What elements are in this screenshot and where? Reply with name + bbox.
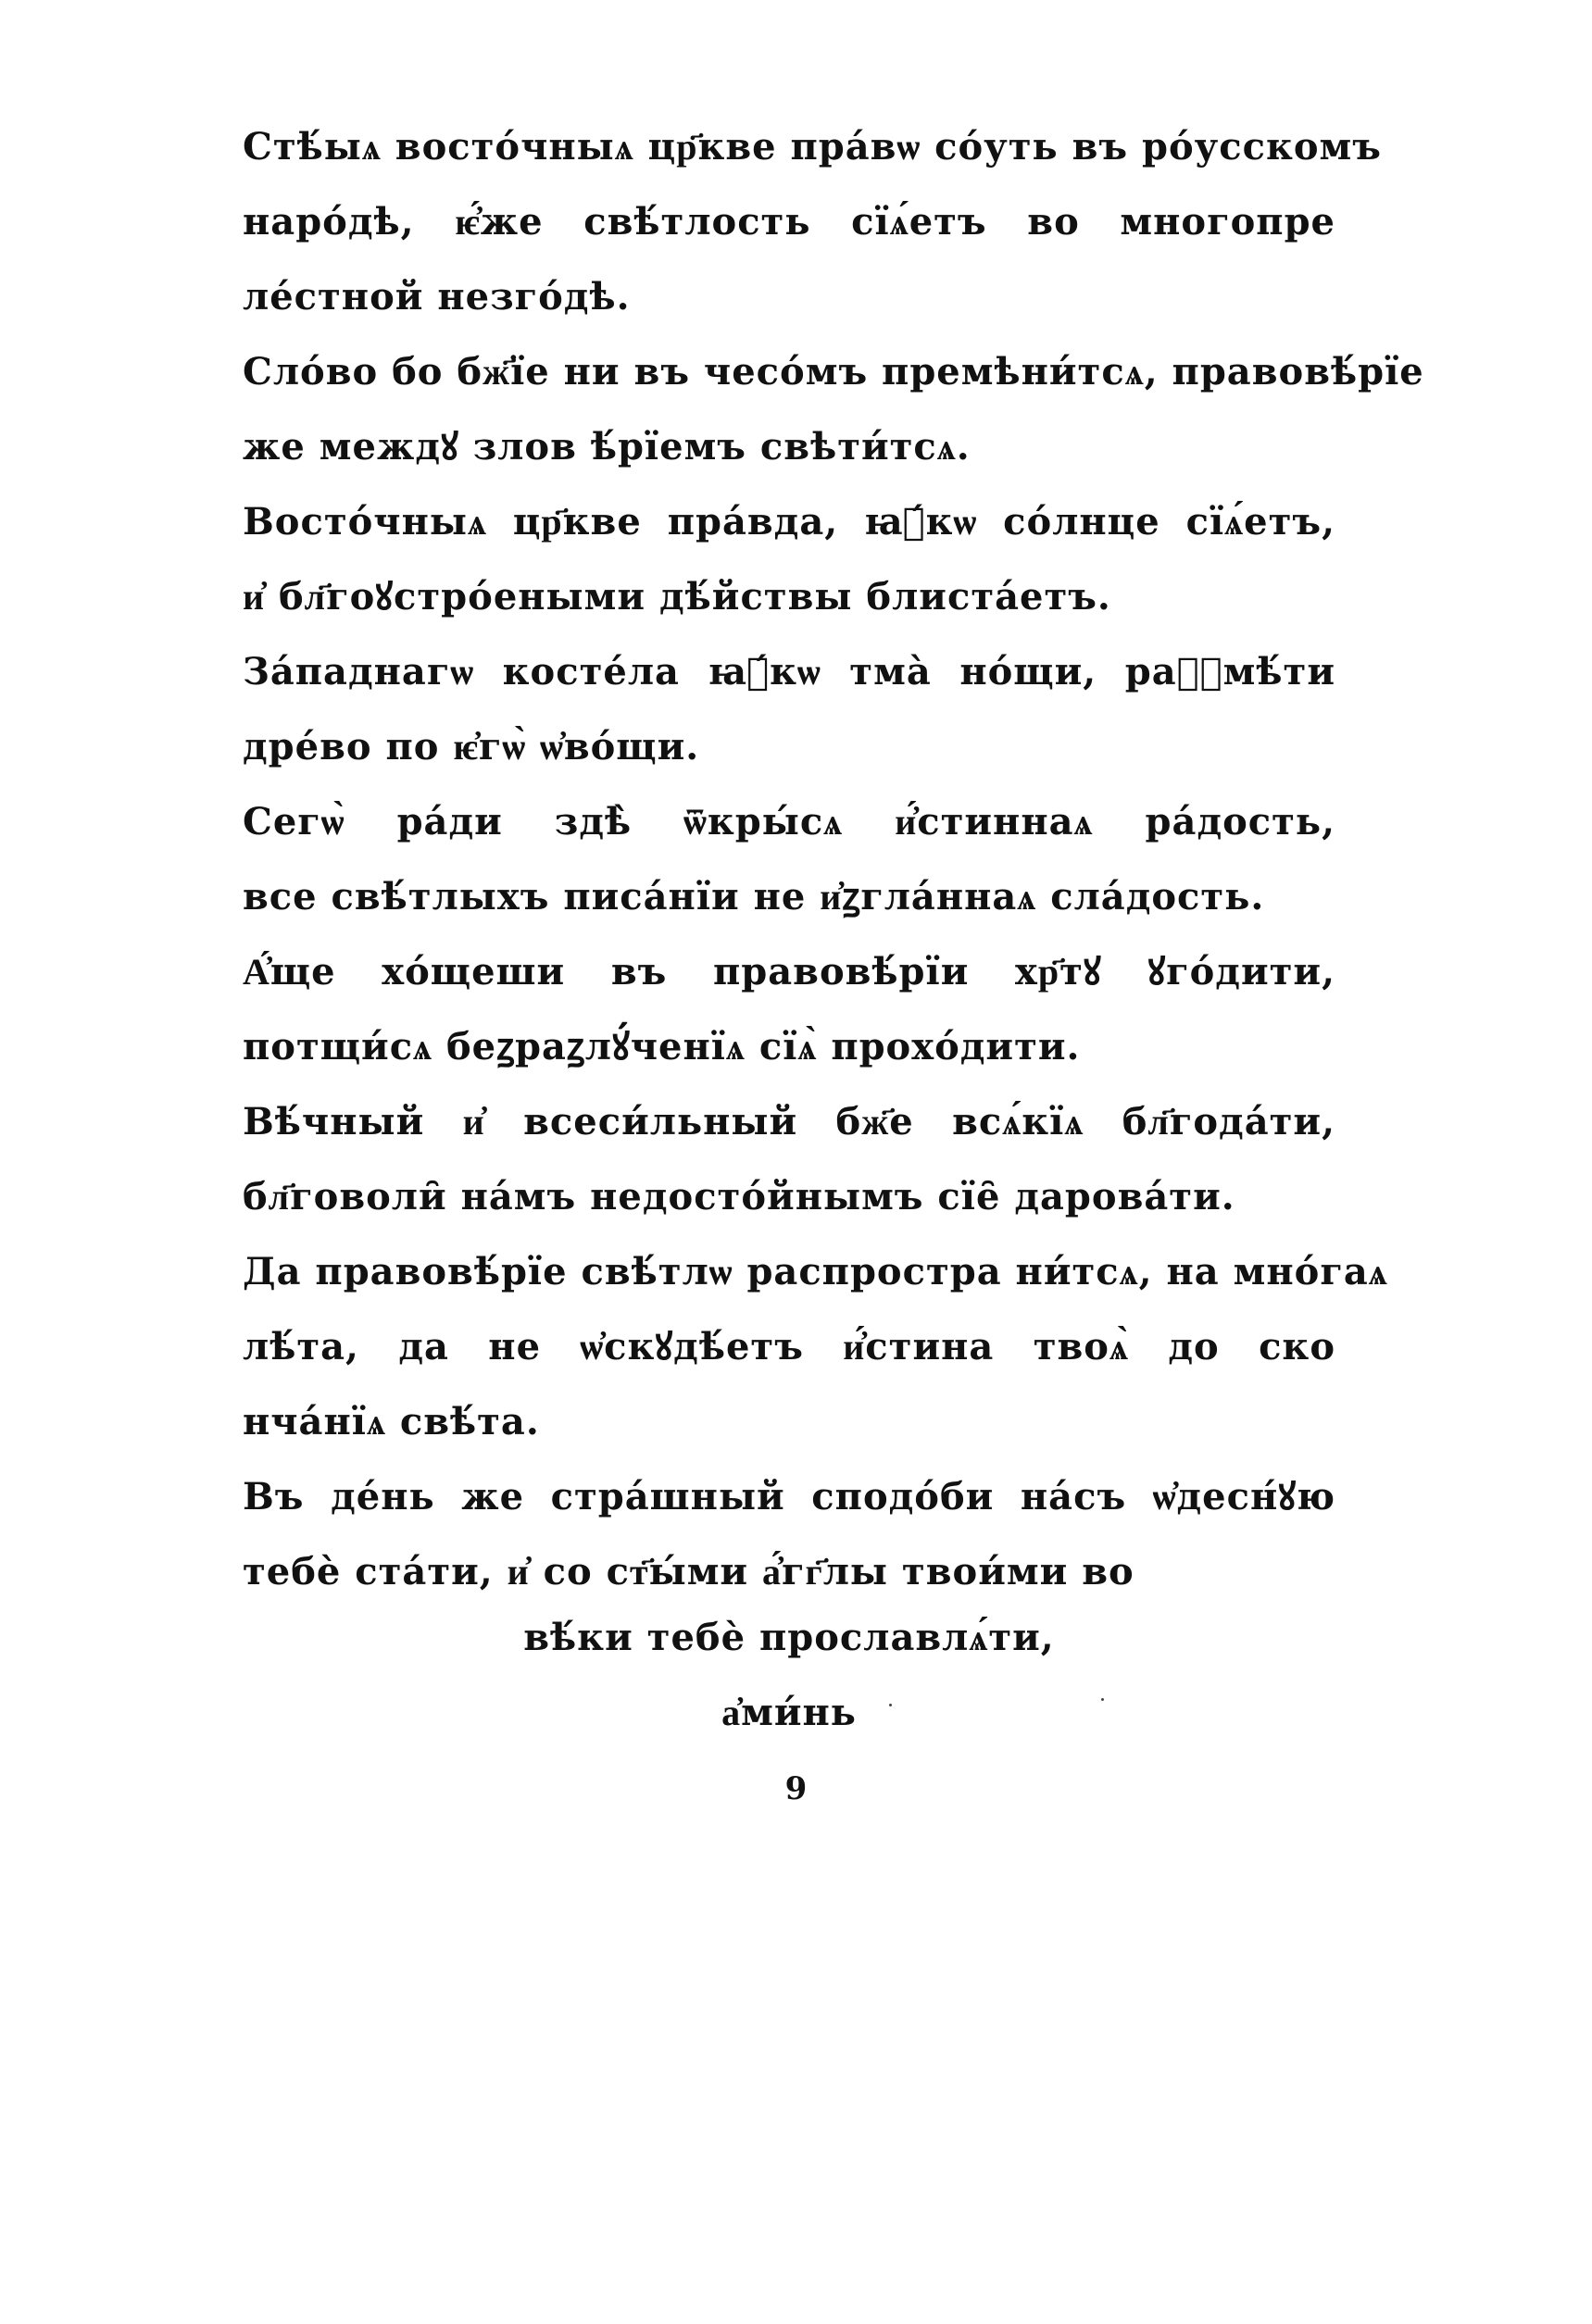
closing-line: вѣ́ки тебѐ прославлѧ́ти, [523, 1616, 1055, 1659]
ink-speck [1101, 1698, 1104, 1701]
text-line: Вѣ́чный и҆ всеси́льный бж҃е всѧ́кїѧ бл҃года́ти, [243, 1100, 1335, 1143]
text-line: тебѐ ста́ти, и҆ со ст҃ы́ми а҆́гг҃лы твои́ми во [243, 1550, 1134, 1593]
stanza [243, 1234, 1388, 1459]
text-line: бл҃говоли̑ на́мъ недосто́йнымъ сїе̑ дарова́ти. [243, 1175, 1235, 1218]
stanza [243, 109, 1382, 334]
prayer-text [243, 109, 1424, 1609]
text-line: Въ де́нь же стра́шный сподо́би на́съ ѡ҆десн́ꙋю [243, 1475, 1335, 1518]
stanza [243, 1459, 1335, 1609]
text-line: все свѣ́тлыхъ писа́нїи не и҆ꙁгла́ннаѧ сла́дость. [243, 875, 1265, 918]
amen-line: а҆ми́нь [721, 1691, 857, 1734]
text-line: Стѣ́ыѧ восто́чныѧ цр҃кве пра́вѡ со́уть въ ро́усскомъ [243, 125, 1382, 169]
text-line: потщи́сѧ беꙁраꙁлꙋ́ченїѧ сїѧ̀ прохо́дити. [243, 1025, 1081, 1068]
stanza [243, 934, 1335, 1084]
text-line: За́паднагѡ косте́ла ꙗ҆́кѡ тма̀ но́щи, раꙁꙋмѣ́ти [243, 650, 1335, 693]
ink-speck [889, 1704, 892, 1706]
text-line: Да правовѣ́рїе свѣ́тлѡ распростра ни́тсѧ, на мно́гаѧ [243, 1250, 1388, 1293]
text-line: А҆́ще хо́щеши въ правовѣ́рїи хр҃тꙋ ꙋго́дити, [243, 950, 1335, 993]
stanza [243, 484, 1335, 634]
text-line: нча́нїѧ свѣ́та. [243, 1400, 540, 1443]
text-line: ле́стной незго́дѣ. [243, 275, 631, 319]
text-line: лѣ́та, да не ѡ҆скꙋдѣ́етъ и҆́стина твоѧ̀ до ско [243, 1325, 1335, 1368]
text-line: Сло́во бо бж҃їе ни въ чесо́мъ премѣни́тсѧ, правовѣ́рїе [243, 350, 1424, 394]
stanza [243, 1084, 1335, 1234]
page-number: 9 [784, 1770, 808, 1807]
stanza [243, 784, 1335, 934]
text-line: наро́дѣ, ѥ҆́же свѣ́тлость сїѧ́етъ во многопре [243, 200, 1335, 244]
text-line: же междꙋ злов ѣ́рїемъ свѣти́тсѧ. [243, 425, 971, 469]
text-line: дре́во по ѥ҆гѡ̀ ѡ҆во́щи. [243, 725, 700, 768]
text-line: и҆ бл҃гоꙋстро́еными дѣ́йствы блиста́етъ. [243, 575, 1111, 618]
text-line: Восто́чныѧ цр҃кве пра́вда, ꙗ҆́кѡ со́лнце сїѧ́етъ, [243, 500, 1335, 544]
text-line: Сегѡ̀ ра́ди здѣ̀ ѿкры́сѧ и҆́стиннаѧ ра́дость, [243, 800, 1335, 843]
stanza [243, 334, 1424, 484]
stanza [243, 634, 1335, 784]
